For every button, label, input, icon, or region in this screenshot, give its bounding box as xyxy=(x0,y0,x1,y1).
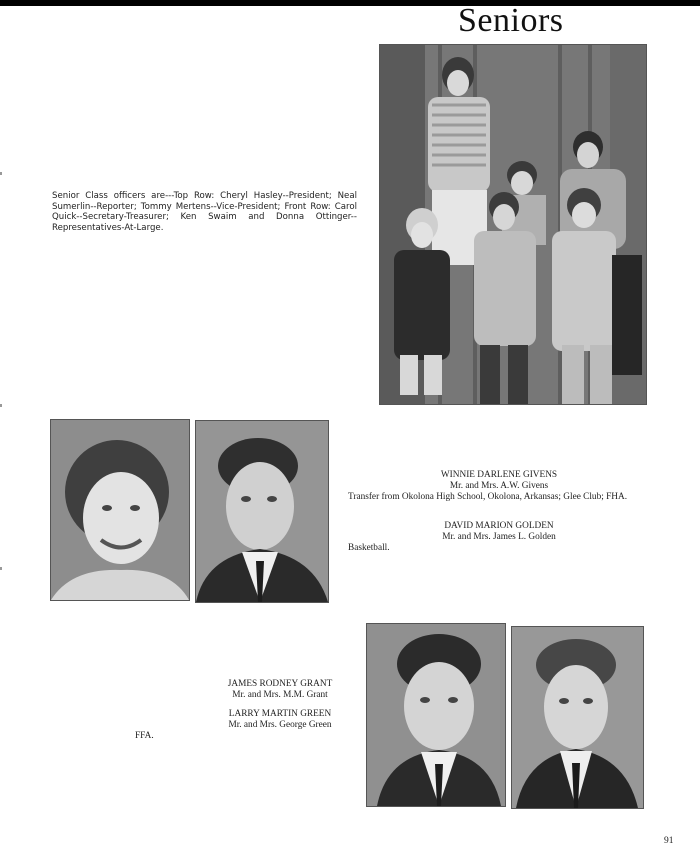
bio-larry-green xyxy=(200,709,360,731)
top-rule xyxy=(0,0,700,6)
student-name: WINNIE DARLENE GIVENS xyxy=(440,470,558,480)
portrait-winnie-givens xyxy=(50,419,190,601)
officers-caption: Senior Class officers are---Top Row: Cheryl Hasley--President; Neal Sumerlin--Reporter; Tommy Mertens--Vice-President; Front Row: Carol Quick--Secretary-Treasurer; Ken Swaim and Donna Ottinger--Representatives-At-Large. xyxy=(52,191,357,233)
page-title: Seniors xyxy=(458,2,564,39)
officers-group-photo xyxy=(379,44,647,405)
portrait-larry-green xyxy=(511,626,644,809)
student-activities: Transfer from Okolona High School, Okolona, Arkansas; Glee Club; FHA. xyxy=(348,492,628,502)
student-parents: Mr. and Mrs. George Green xyxy=(228,720,332,730)
margin-mark xyxy=(0,567,2,570)
student-parents: Mr. and Mrs. M.M. Grant xyxy=(232,690,328,700)
margin-mark xyxy=(0,172,2,175)
portrait-david-golden xyxy=(195,420,329,603)
student-name: DAVID MARION GOLDEN xyxy=(444,521,554,531)
student-parents: Mr. and Mrs. A.W. Givens xyxy=(449,481,549,491)
student-name: JAMES RODNEY GRANT xyxy=(227,679,333,689)
margin-mark xyxy=(0,404,2,407)
student-activities: Basketball. xyxy=(348,543,390,553)
bio-winnie-givens xyxy=(348,470,650,503)
portrait-james-grant xyxy=(366,623,506,807)
student-parents: Mr. and Mrs. James L. Golden xyxy=(442,532,556,542)
activities-larry-green: FFA. xyxy=(135,731,154,741)
student-name: LARRY MARTIN GREEN xyxy=(228,709,332,719)
bio-james-grant xyxy=(200,679,360,701)
bio-david-golden xyxy=(348,521,650,554)
page-number: 91 xyxy=(664,836,674,846)
